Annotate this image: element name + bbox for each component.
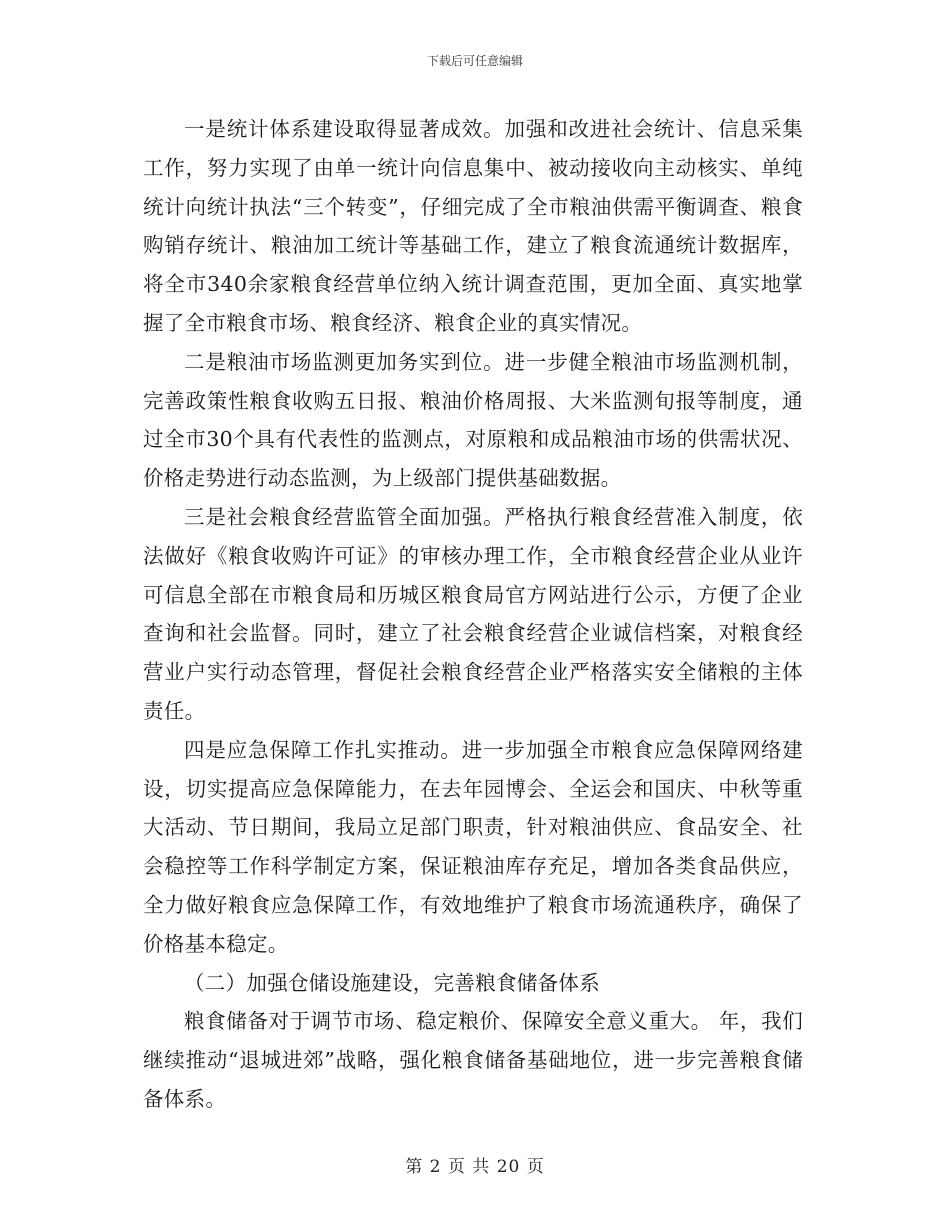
paragraph-grain-reserve: 粮食储备对于调节市场、稳定粮价、保障安全意义重大。 年，我们继续推动“退城进郊”战略，强化粮食储备基础地位，进一步完善粮食储备体系。: [143, 1009, 803, 1111]
paragraph-business-supervision: 三是社会粮食经营监管全面加强。严格执行粮食经营准入制度，依法做好《粮食收购许可证》的审核办理工作，全市粮食经营企业从业许可信息全部在市粮食局和历城区粮食局官方网站进行公示，方便了企业查询和社会监督。同时，建立了社会粮食经营企业诚信档案，对粮食经营业户实行动态管理，督促社会粮食经营企业严格落实安全储粮的主体责任。: [143, 504, 803, 723]
section-heading-storage: （二）加强仓储设施建设，完善粮食储备体系: [184, 970, 600, 995]
page-number: 第 2 页 共 20 页: [405, 1157, 545, 1177]
document-body: [143, 110, 803, 1119]
paragraph-emergency-guarantee: 四是应急保障工作扎实推动。进一步加强全市粮食应急保障网络建设，切实提高应急保障能力，在去年园博会、全运会和国庆、中秋等重大活动、节日期间，我局立足部门职责，针对粮油供应、食品安全、社会稳控等工作科学制定方案，保证粮油库存充足，增加各类食品供应，全力做好粮食应急保障工作，有效地维护了粮食市场流通秩序，确保了价格基本稳定。: [143, 737, 803, 956]
paragraph-market-monitoring: 二是粮油市场监测更加务实到位。进一步健全粮油市场监测机制，完善政策性粮食收购五日报、粮油价格周报、大米监测旬报等制度，通过全市30个具有代表性的监测点，对原粮和成品粮油市场的供需状况、价格走势进行动态监测，为上级部门提供基础数据。: [143, 349, 803, 491]
page-header-note: 下载后可任意编辑: [426, 54, 523, 68]
paragraph-statistics-system: 一是统计体系建设取得显著成效。加强和改进社会统计、信息采集工作，努力实现了由单一统计向信息集中、被动接收向主动核实、单纯统计向统计执法“三个转变”，仔细完成了全市粮油供需平衡调查、粮食购销存统计、粮油加工统计等基础工作，建立了粮食流通统计数据库，将全市340余家粮食经营单位纳入统计调查范围，更加全面、真实地掌握了全市粮食市场、粮食经济、粮食企业的真实情况。: [143, 117, 803, 335]
